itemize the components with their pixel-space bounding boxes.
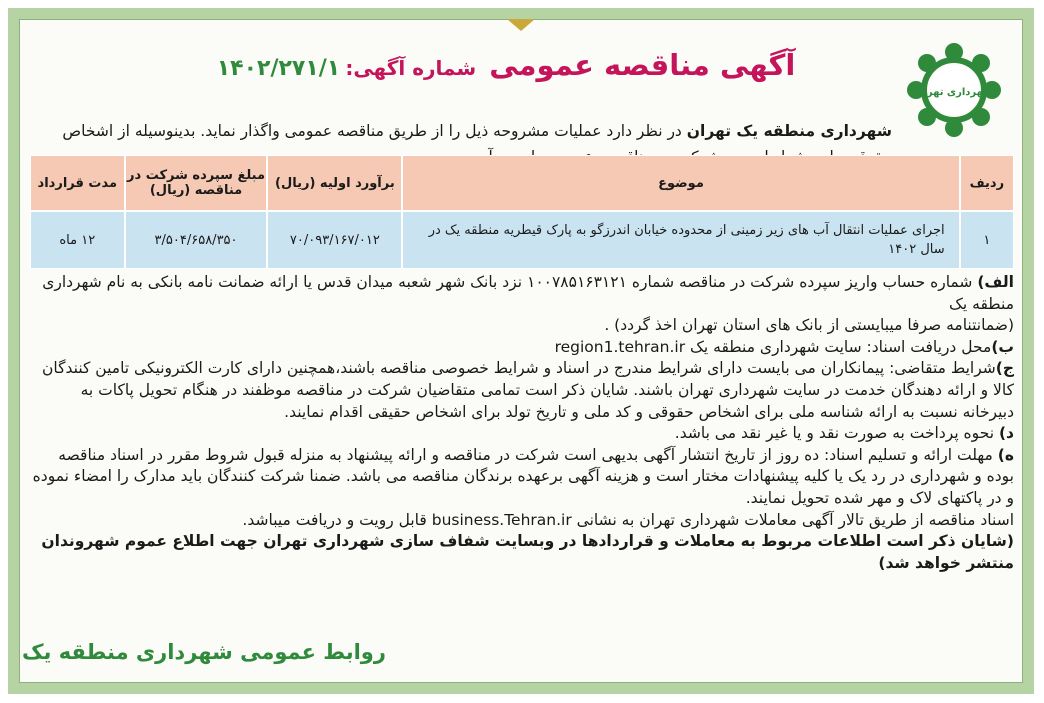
clause-a-label: الف) xyxy=(977,273,1014,291)
cell-estimate: ۷۰/۰۹۳/۱۶۷/۰۱۲ xyxy=(267,211,402,269)
cell-row-number: ۱ xyxy=(960,211,1014,269)
title-main: آگهی مناقصه عمومی xyxy=(489,48,796,82)
intro-text: در نظر دارد عملیات مشروحه ذیل را از طریق مناقصه عمومی واگذار نماید. بدینوسیله از اشخاص xyxy=(62,122,682,140)
top-notch xyxy=(507,19,535,31)
header-deposit: مبلغ سپرده شرکت در مناقصه (ریال) xyxy=(125,155,268,211)
clause-c-text: شرایط متقاضی: پیمانکاران می بایست دارای شرایط مندرج در اسناد و شرایط خصوصی مناقصه باشند،همچنین دارای کارت الکترونیکی تامین کنندگان کالا و ارائه دهندگان خدمت در سایت شهرداری تهران باشند. شایان ذکر است تمامی متقاضیان شرکت در مناقصه موظفند در هنگام تحویل پاکات به دبیرخانه نسبت به ارائه شناسه ملی برای اشخاص حقوقی و کد ملی و تاریخ تولد برای اشخاص حقیقی اقدام نمایند. xyxy=(42,359,1014,421)
clause-b xyxy=(30,337,1014,359)
clause-a xyxy=(30,272,1014,315)
header-subject: موضوع xyxy=(402,155,959,211)
svg-text:شهرداری تهران: شهرداری تهران xyxy=(914,87,994,98)
clause-e-label: ه) xyxy=(997,445,1014,464)
cell-deposit: ۳/۵۰۴/۶۵۸/۳۵۰ xyxy=(125,211,268,269)
clause-d xyxy=(30,423,1014,445)
tender-table xyxy=(30,155,1014,269)
clause-a-text: شماره حساب واریز سپرده شرکت در مناقصه شماره ۱۰۰۷۸۵۱۶۳۱۲۱ نزد بانک شهر شعبه میدان قدس یا ارائه ضمانت نامه بانکی به نام شهرداری منطقه یک xyxy=(42,273,1014,313)
ad-title xyxy=(170,48,842,102)
cell-duration: ۱۲ ماه xyxy=(30,211,125,269)
header-row-number: ردیف xyxy=(960,155,1014,211)
transparency-note-text: (شایان ذکر است اطلاعات مربوط به معاملات و قراردادها در وبسایت شفاف سازی شهرداری تهران جهت اطلاع عموم شهروندان منتشر خواهد شد) xyxy=(41,532,1014,572)
municipality-logo-icon xyxy=(904,40,1004,140)
ad-number: ۱۴۰۲/۲۷۱/۱ xyxy=(216,56,341,81)
business-website-link[interactable]: business.Tehran.ir xyxy=(431,510,572,529)
cell-subject: اجرای عملیات انتقال آب های زیر زمینی از محدوده خیابان اندرزگو به پارک قیطریه منطقه یک در سال ۱۴۰۲ xyxy=(402,211,959,269)
table-header-row xyxy=(30,155,1014,211)
documents-text-after: قابل رویت و دریافت میباشد. xyxy=(242,510,427,529)
ad-number-label: شماره آگهی: xyxy=(345,56,477,80)
organization-name: شهرداری منطقه یک تهران xyxy=(686,122,892,140)
region-website-link[interactable]: region1.tehran.ir xyxy=(554,337,686,356)
clause-a-note: (ضمانتنامه صرفا میبایستی از بانک های استان تهران اخذ گردد) . xyxy=(604,316,1014,335)
clause-c xyxy=(30,358,1014,423)
clause-b-label: ب) xyxy=(991,337,1014,356)
transparency-note xyxy=(30,531,1014,574)
tender-clauses xyxy=(30,272,1014,574)
clause-d-text: نحوه پرداخت به صورت نقد و یا غیر نقد می باشد. xyxy=(674,424,995,443)
clause-e-text: مهلت ارائه و تسلیم اسناد: ده روز از تاریخ انتشار آگهی بدیهی است شرکت در مناقصه و ارائه پیشنهاد به منزله قبول شروط مقرر در اسناد مناقصه بوده و شهرداری در رد یک یا کلیه پیشنهادات مختار است و هزینه آگهی برعهده برندگان مناقصه می باشد. ضمنا شرکت کنندگان باید مدارک را امضاء نموده و در پاکتهای لاک و مهر شده تحویل نمایند. xyxy=(32,445,1014,507)
clause-d-label: د) xyxy=(998,424,1014,443)
documents-text-before: اسناد مناقصه از طریق تالار آگهی معاملات شهرداری تهران به نشانی xyxy=(576,510,1014,529)
header-estimate: برآورد اولیه (ریال) xyxy=(267,155,402,211)
clause-c-label: ج) xyxy=(995,359,1014,378)
public-relations-signature: روابط عمومی شهرداری منطقه یک xyxy=(22,640,386,664)
clause-b-text: محل دریافت اسناد: سایت شهرداری منطقه یک xyxy=(690,337,992,356)
table-row xyxy=(30,211,1014,269)
clause-documents xyxy=(30,510,1014,532)
header-duration: مدت قرارداد xyxy=(30,155,125,211)
clause-e xyxy=(30,445,1014,510)
